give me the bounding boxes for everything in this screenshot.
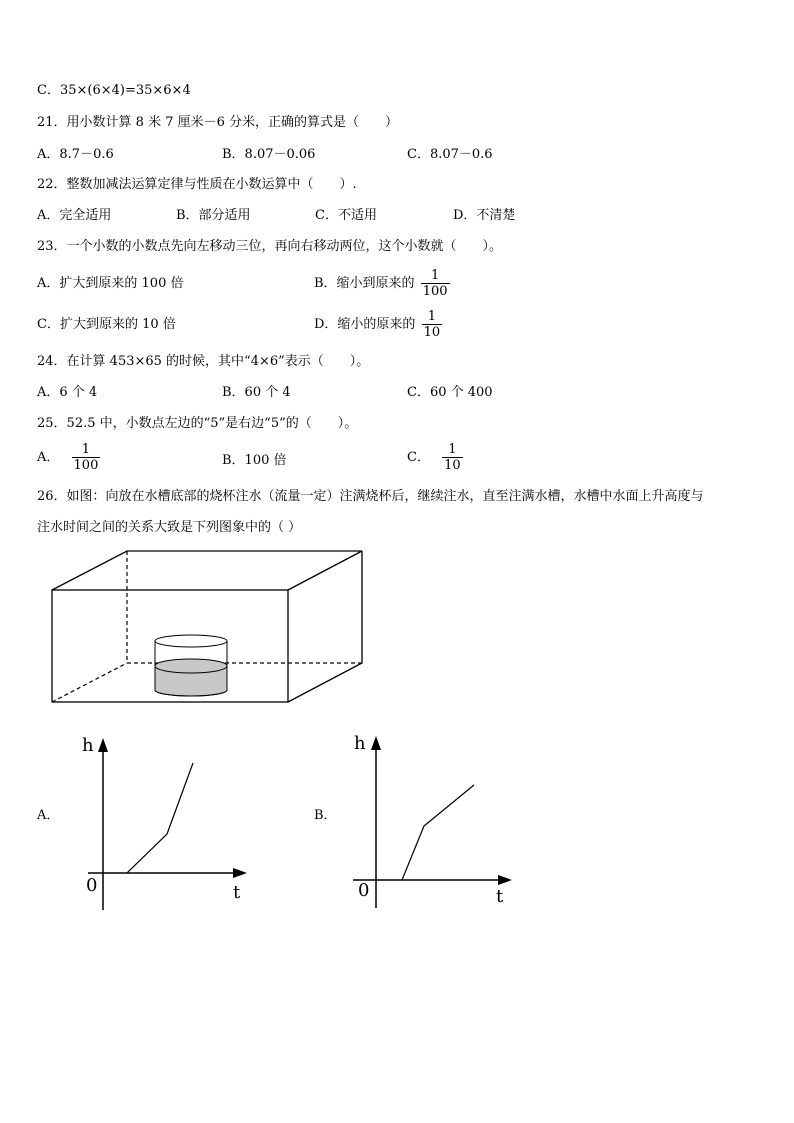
q25-option-a-text: A． [37, 450, 60, 465]
water-tank-with-beaker-figure [40, 545, 380, 710]
q26-graph-a-label: A． [37, 808, 60, 823]
q26-stem-line1: 26．如图：向放在水槽底部的烧杯注水（流量一定）注满烧杯后，继续注水，直至注满水槽，水槽中水面上升高度与 [37, 489, 704, 504]
q25-option-c-fraction [442, 442, 463, 473]
q25-option-a-fraction [72, 442, 101, 473]
q21-stem: 21．用小数计算 8 米 7 厘米－6 分米，正确的算式是（ ） [37, 115, 399, 130]
fraction-numerator: 1 [427, 309, 436, 324]
q23-option-d [314, 309, 442, 340]
q26-stem-line2: 注水时间之间的关系大致是下列图象中的（ ） [37, 520, 302, 535]
fraction-numerator: 1 [430, 268, 440, 283]
q22-option-a: A．完全适用 [37, 208, 112, 223]
fraction-denominator: 10 [444, 458, 461, 473]
q22-option-d: D．不清楚 [453, 208, 516, 223]
q23-option-b-text: B．缩小到原来的 [314, 276, 415, 291]
q25-stem: 25．52.5 中，小数点左边的“5”是右边“5”的（ ）。 [37, 416, 358, 431]
x-axis-arrow-icon [233, 868, 247, 878]
x-axis-arrow-icon [498, 875, 512, 885]
q25-option-c-text: C． [407, 450, 430, 465]
q22-stem: 22．整数加减法运算定律与性质在小数运算中（ ）. [37, 177, 357, 192]
fraction-denominator: 10 [423, 325, 441, 340]
graph-b-curve [402, 785, 474, 880]
origin-label: 0 [358, 880, 370, 901]
q24-option-c: C．60 个 400 [407, 385, 493, 400]
fraction-denominator: 100 [422, 284, 448, 299]
fraction-numerator: 1 [448, 442, 457, 457]
fraction-denominator: 100 [73, 458, 99, 473]
q24-option-a: A．6 个 4 [37, 385, 98, 400]
x-axis-label: t [496, 886, 504, 907]
q25-option-c [407, 442, 463, 473]
q21-option-b: B．8.07－0.06 [222, 147, 316, 162]
q23-option-b-fraction [421, 268, 450, 299]
q25-option-a [37, 442, 100, 473]
q23-option-d-text: D．缩小的原来的 [314, 317, 416, 332]
y-axis-label: h [354, 733, 366, 754]
q21-option-a: A．8.7－0.6 [37, 147, 114, 162]
q26-graph-a [80, 730, 260, 920]
graph-a-curve [127, 763, 193, 873]
q25-option-b: B．100 倍 [222, 453, 287, 468]
x-axis-label: t [233, 882, 241, 903]
q23-option-b [314, 268, 450, 299]
q24-option-b: B．60 个 4 [222, 385, 291, 400]
q23-option-a: A．扩大到原来的 100 倍 [37, 276, 184, 291]
q26-graph-b-label: B． [314, 808, 337, 823]
q26-graph-b [350, 730, 530, 920]
fraction-numerator: 1 [81, 442, 91, 457]
y-axis-arrow-icon [98, 738, 108, 752]
q24-stem: 24．在计算 453×65 的时候，其中“4×6”表示（ ）。 [37, 354, 370, 369]
y-axis-label: h [82, 735, 94, 756]
q22-option-b: B．部分适用 [176, 208, 251, 223]
q23-stem: 23．一个小数的小数点先向左移动三位，再向右移动两位，这个小数就（ ）。 [37, 239, 503, 254]
q22-option-c: C．不适用 [315, 208, 377, 223]
origin-label: 0 [86, 875, 98, 896]
y-axis-arrow-icon [371, 736, 381, 750]
q21-option-c: C．8.07－0.6 [407, 147, 493, 162]
q23-option-d-fraction [422, 309, 443, 340]
q23-option-c: C．扩大到原来的 10 倍 [37, 317, 176, 332]
q20-option-c: C．35×(6×4)=35×6×4 [37, 83, 191, 98]
